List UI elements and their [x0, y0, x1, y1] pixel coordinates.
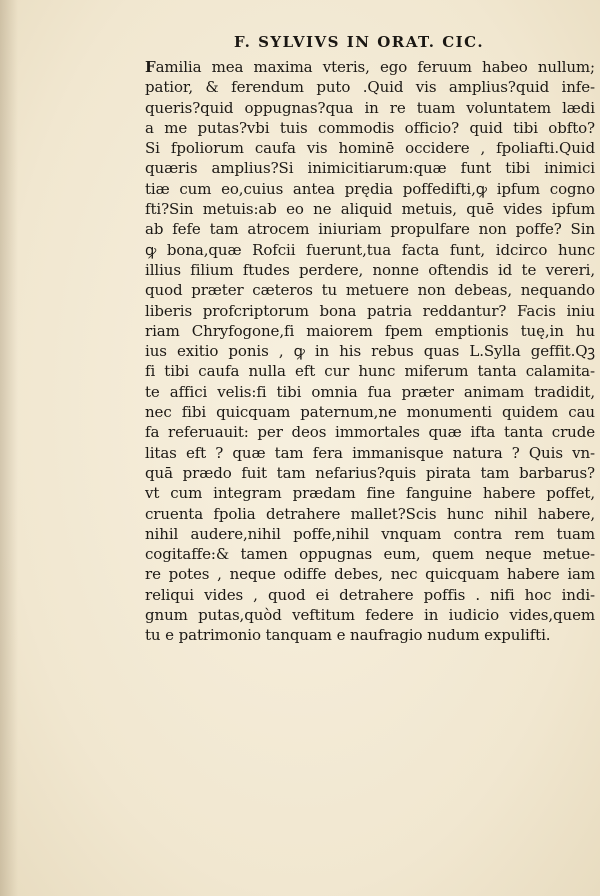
text-line: tu e patrimonio tanquam e naufragio nudum expulifti. [145, 626, 551, 645]
text-line: cruenta fpolia detrahere mallet?Scis hunc nihil habere, [145, 504, 595, 523]
text-line: litas eft ? quæ tam fera immanisque natura ? Quis vn- [145, 443, 595, 462]
text-line: patior, & ferendum puto .Quid vis amplius?quid infe- [145, 78, 595, 97]
running-head: F. SYLVIVS IN ORAT. CIC. [234, 33, 485, 51]
text-line: vt cum integram prædam fine fanguine habere poffet, [145, 484, 595, 503]
text-line: Si fpoliorum caufa vis hominē occidere , fpoliafti.Quid [145, 139, 595, 158]
text-line: ab fefe tam atrocem iniuriam propulfare non poffe? Sin [145, 220, 595, 239]
text-line: riam Chryfogone,fi maiorem fpem emptionis tuę,in hu [145, 321, 595, 340]
text-line: queris?quid oppugnas?qua in re tuam voluntatem lædi [145, 98, 595, 117]
gutter-shadow [0, 0, 18, 896]
text-line: reliqui vides , quod ei detrahere poffis . nifi hoc indi- [145, 585, 595, 604]
text-line: fti?Sin metuis:ab eo ne aliquid metuis, quē vides ipfum [145, 200, 595, 219]
text-line: quæris amplius?Si inimicitiarum:quæ funt tibi inimici [145, 159, 595, 178]
text-line: nec fibi quicquam paternum,ne monumenti quidem cau [145, 403, 595, 422]
text-line: re potes , neque odiffe debes, nec quicquam habere iam [145, 565, 595, 584]
text-line: Familia mea maxima vteris, ego feruum habeo nullum; [145, 58, 595, 76]
text-line: ius exitio ponis , ꝙ in his rebus quas L.Sylla geffit.Qꝫ [145, 342, 595, 361]
text-line: illius filium ftudes perdere, nonne oftendis id te vereri, [145, 260, 595, 279]
text-line: ꝙ bona,quæ Rofcii fuerunt,tua facta funt, idcirco hunc [145, 240, 595, 259]
text-line: cogitaffe:& tamen oppugnas eum, quem neque metue- [145, 545, 595, 564]
text-line: gnum putas,quòd veftitum federe in iudicio vides,quem [145, 606, 595, 625]
text-line: fi tibi caufa nulla eft cur hunc miferum tanta calamita- [145, 362, 595, 381]
text-line: quā prædo fuit tam nefarius?quis pirata tam barbarus? [145, 463, 595, 482]
text-line: te affici velis:fi tibi omnia fua præter animam tradidit, [145, 382, 595, 401]
main-text-block [145, 57, 595, 646]
text-line: a me putas?vbi tuis commodis officio? quid tibi obfto? [145, 118, 595, 137]
text-line: tiæ cum eo,cuius antea prędia poffedifti,ꝙ ipfum cogno [145, 179, 595, 198]
text-line: liberis profcriptorum bona patria reddantur? Facis iniu [145, 301, 595, 320]
text-line: quod præter cæteros tu metuere non debeas, nequando [145, 281, 595, 300]
text-line: nihil audere,nihil poffe,nihil vnquam contra rem tuam [145, 524, 595, 543]
text-line: fa referuauit: per deos immortales quæ ifta tanta crude [145, 423, 595, 442]
